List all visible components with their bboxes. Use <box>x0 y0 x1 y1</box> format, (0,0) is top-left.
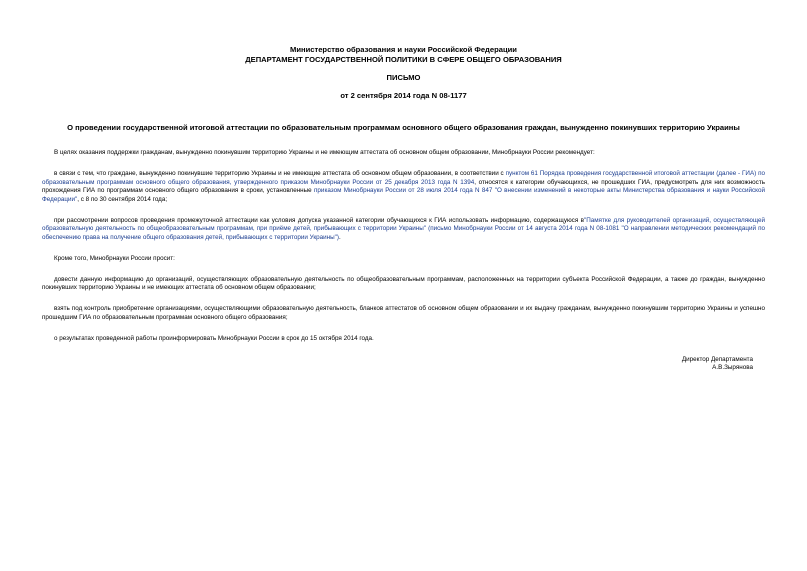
signatory-name: А.В.Зырянова <box>712 364 753 371</box>
ministry-name: Министерство образования и науки Российской Федерации <box>290 45 517 54</box>
signatory-position: Директор Департамента <box>681 355 753 363</box>
letter-header <box>42 45 765 65</box>
department-name: ДЕПАРТАМЕНТ ГОСУДАРСТВЕННОЙ ПОЛИТИКИ В СФЕРЕ ОБЩЕГО ОБРАЗОВАНИЯ <box>245 55 562 64</box>
paragraph-also-requests: Кроме того, Минобрнауки России просит: <box>54 254 175 262</box>
paragraph-text: при рассмотрении вопросов проведения промежуточной аттестации как условия допуска указанной категории обучающихся к ГИА использовать информацию, содержащуюся в <box>54 216 584 224</box>
paragraph-exam-deadline <box>42 170 765 204</box>
document-body <box>42 149 765 343</box>
link-order-1394[interactable]: Порядка проведения государственной итоговой аттестации (далее - ГИА) по образовательным программам основного общего образования, утвержденного приказом Минобрнауки России от 25 декабря 2013 года N 1394 <box>42 170 765 186</box>
paragraph-certificate-control: взять под контроль приобретение организациями, осуществляющими образовательную деятельность, бланков аттестатов об основном общем образовании и их выдачу гражданам, вынужденно покинувшим территорию Украины и успешно прошедшим ГИА по образовательным программам основного общего образования; <box>42 305 765 321</box>
document-title <box>42 73 765 101</box>
document-subject: О проведении государственной итоговой аттестации по образовательным программам основного общего образования граждан, вынужденно покинувших территорию Украины <box>67 123 740 132</box>
paragraph-inform-organizations: довести данную информацию до организаций, осуществляющих образовательную деятельность по общеобразовательным программам, расположенных на территории субъекта Российской Федерации, а также до граждан, вынужденно покинувших территорию Украины и не имеющих аттестата об основном общем образовании; <box>42 275 765 291</box>
signature-block <box>42 356 765 373</box>
intro-paragraph: В целях оказания поддержки гражданам, вынужденно покинувшим территорию Украины и не имеющим аттестата об основном общем образовании, Минобрнауки России рекомендует: <box>54 149 595 156</box>
paragraph-intermediate-attestation <box>42 217 765 243</box>
link-order-847[interactable]: приказом Минобрнауки России от 28 июля 2014 года N 847 "О внесении изменений в некоторые акты Министерства образования и науки Российской Федерации" <box>42 187 765 203</box>
link-clause-61[interactable]: пунктом 61 <box>505 170 538 177</box>
document-type: ПИСЬМО <box>386 73 421 82</box>
document-date-number: от 2 сентября 2014 года N 08-1177 <box>340 91 467 100</box>
paragraph-text: , относятся к категории обучающихся, не прошедших ГИА, предусмотреть для них возможность прохождения ГИА по программам основного общего образования в сроки, установленные <box>42 178 765 194</box>
paragraph-text: в связи с тем, что граждане, вынужденно покинувшие территорию Украины и не имеющие аттестата об основном общем образовании, в соответствии с <box>54 170 506 177</box>
paragraph-text: . <box>338 233 341 241</box>
link-memo-letter-08-1081[interactable]: "Памятке для руководителей организаций, осуществляющей образовательную деятельность по общеобразовательным программам, при приёме детей, прибывающих с территории Украины" (письмо Минобрнауки России от 14 августа 2014 года N 08-1081 "О направлении методических рекомендаций по обеспечению права на получение общего образования детей, прибывающих с территории Украины") <box>42 216 765 241</box>
paragraph-report-deadline: о результатах проведенной работы проинформировать Минобрнауки России в срок до 15 октября 2014 года. <box>54 334 374 342</box>
paragraph-text: , с 8 по 30 сентября 2014 года; <box>77 195 168 203</box>
